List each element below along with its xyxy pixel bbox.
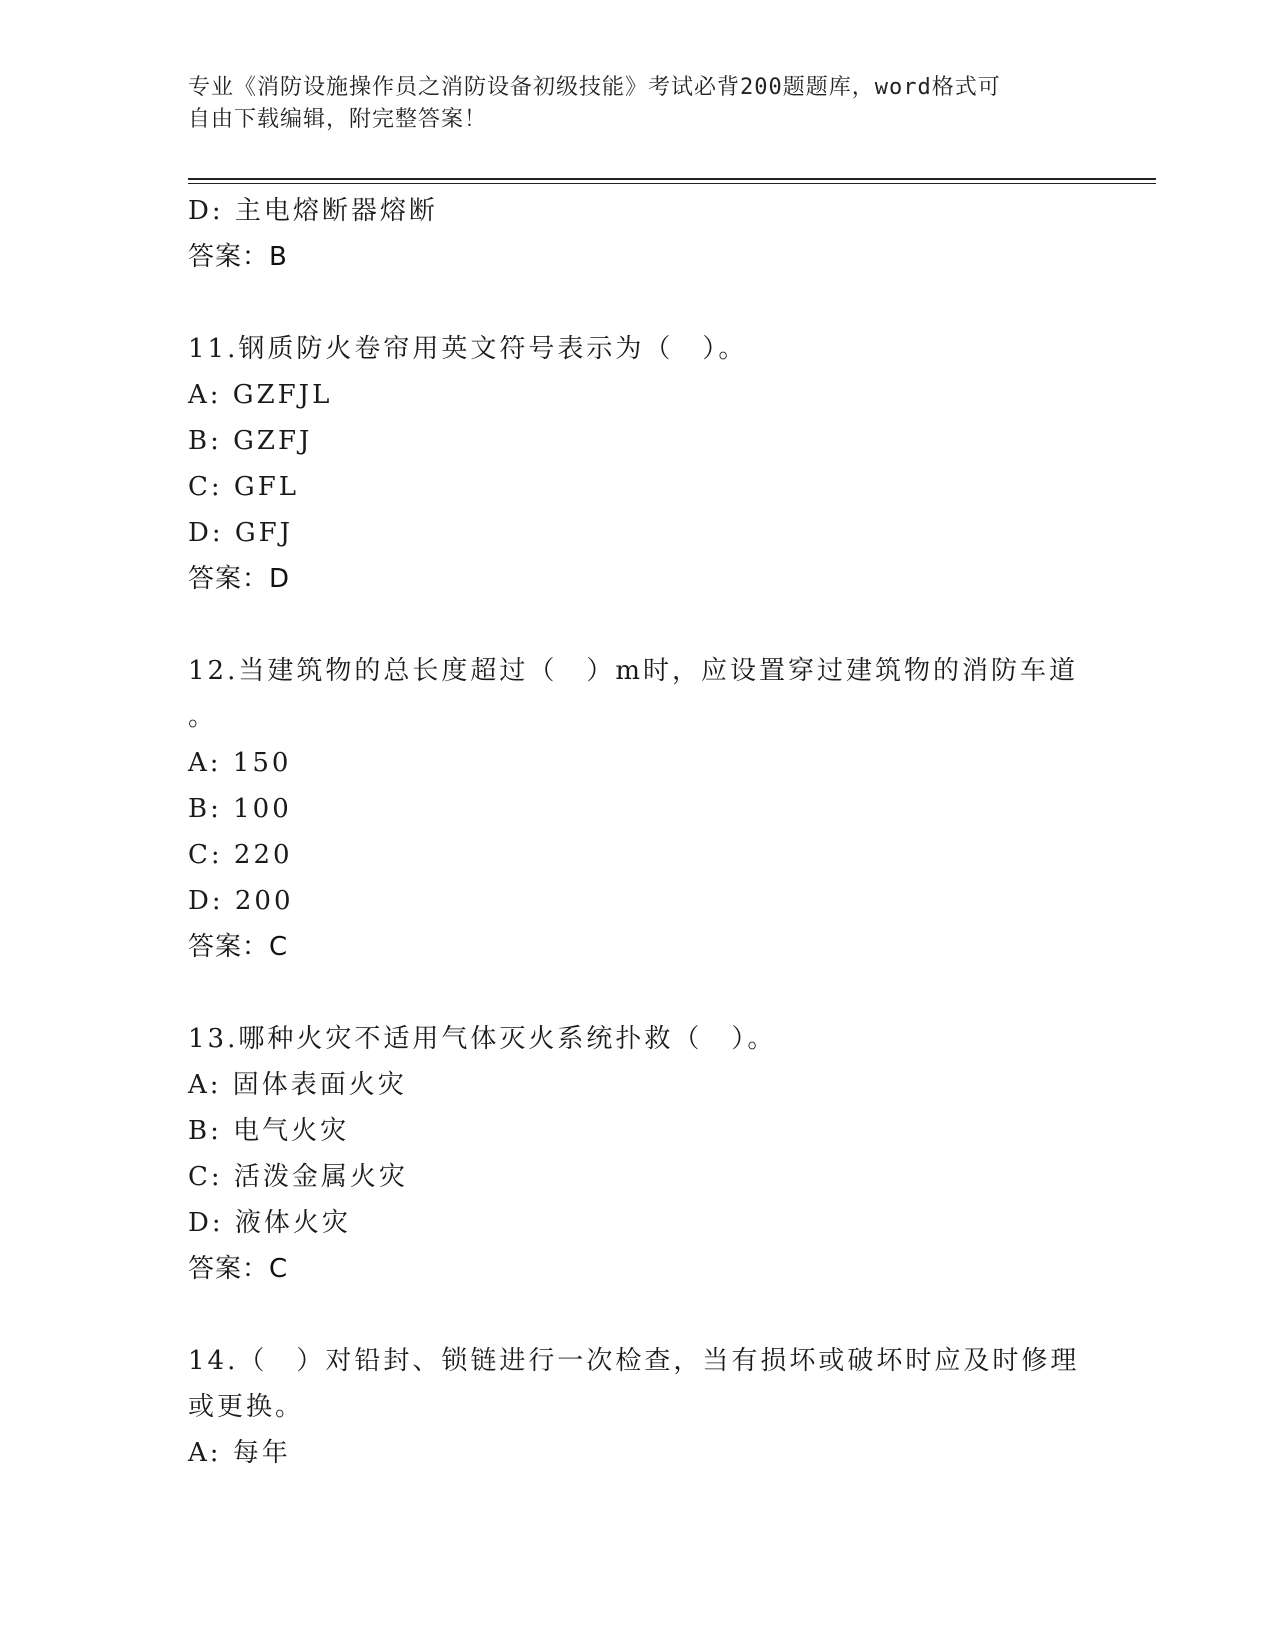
question-12 [188,648,1088,970]
option-a: A: 150 [188,748,292,778]
question-content [188,188,1088,1476]
answer: 答案：D [188,564,291,594]
option-c: C: GFL [188,472,299,502]
question-13 [188,1016,1088,1292]
option-b: B: 100 [188,794,292,824]
spacer [188,1292,1088,1338]
option-a: A: 每年 [188,1438,291,1468]
question-title-line-2: 或更换。 [188,1392,305,1422]
header-divider-thick [188,178,1156,180]
question-title-line-1: 14.（ ）对铅封、锁链进行一次检查，当有损坏或破坏时应及时修理 [188,1346,1080,1376]
header-line-1: 专业《消防设施操作员之消防设备初级技能》考试必背200题题库，word格式可 [188,75,1001,100]
question-title: 13.哪种火灾不适用气体灭火系统扑救（ ）。 [188,1024,777,1054]
prev-answer: 答案：B [188,242,288,272]
question-14 [188,1338,1088,1476]
answer: 答案：C [188,932,289,962]
option-b: B: GZFJ [188,426,313,456]
option-d: D: 200 [188,886,294,916]
option-d: D: 液体火灾 [188,1208,351,1238]
question-title-line-1: 12.当建筑物的总长度超过（ ）m时，应设置穿过建筑物的消防车道 [188,656,1079,686]
document-header [188,72,1068,136]
spacer [188,602,1088,648]
spacer [188,280,1088,326]
question-title-line-2: 。 [188,702,218,732]
spacer [188,970,1088,1016]
option-b: B: 电气火灾 [188,1116,350,1146]
option-a: A: 固体表面火灾 [188,1070,407,1100]
prev-option-d: D: 主电熔断器熔断 [188,196,438,226]
header-line-2: 自由下载编辑，附完整答案！ [188,107,488,132]
option-c: C: 活泼金属火灾 [188,1162,408,1192]
option-d: D: GFJ [188,518,294,548]
option-c: C: 220 [188,840,293,870]
question-title: 11.钢质防火卷帘用英文符号表示为（ ）。 [188,334,748,364]
question-11 [188,326,1088,602]
header-divider-thin [188,183,1156,184]
option-a: A: GZFJL [188,380,333,410]
answer: 答案：C [188,1254,289,1284]
